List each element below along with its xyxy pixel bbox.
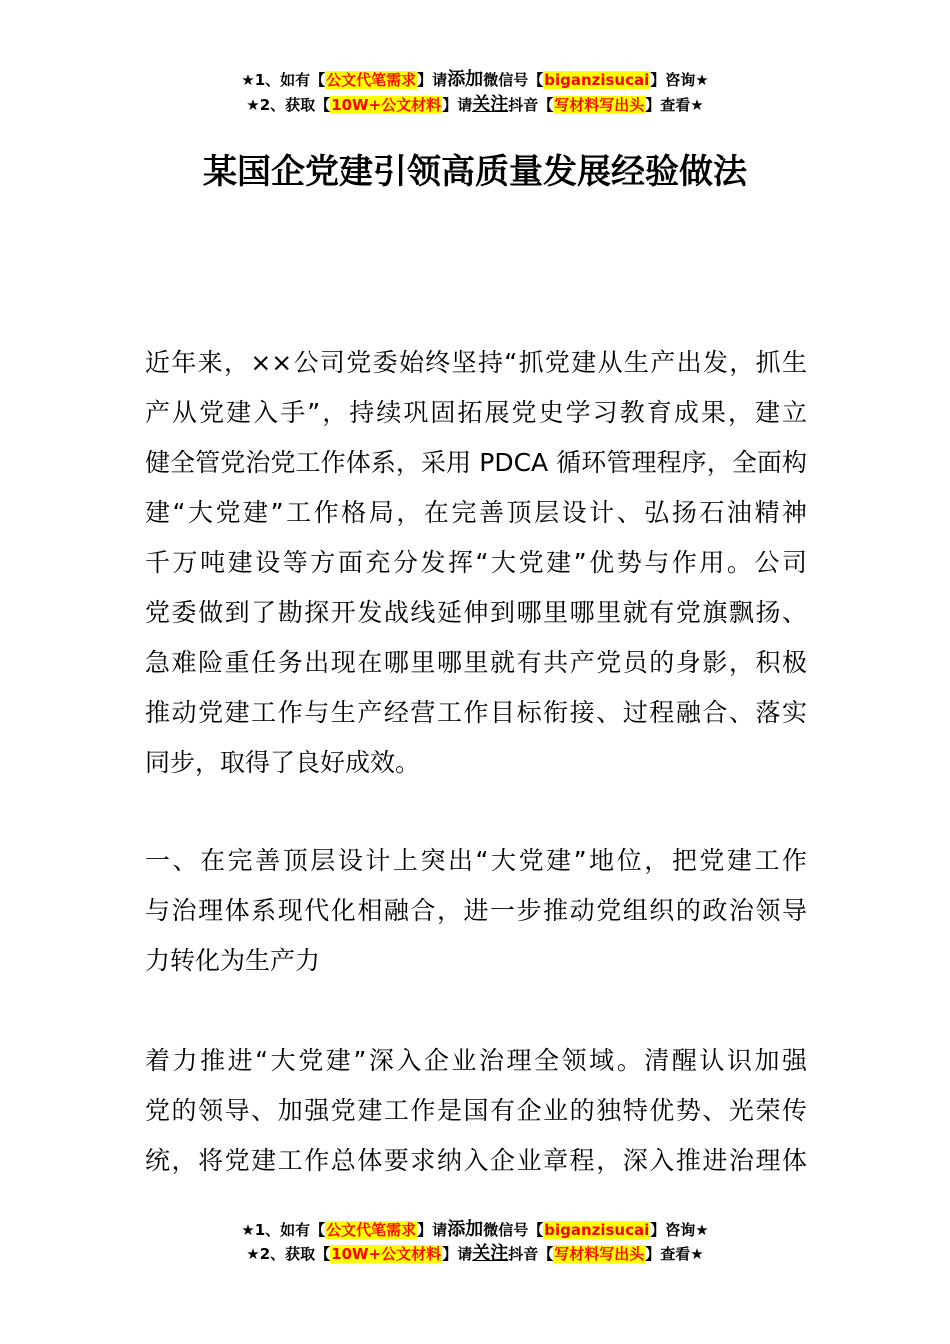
paragraph-line: 健全管党治党工作体系，采用 PDCA 循环管理程序，全面构 (145, 448, 807, 477)
ad-highlight-service: 公文代笔需求 (326, 1221, 417, 1239)
footer-ad-line-2 (0, 1243, 950, 1265)
ad-highlight-materials: 10W+公文材料 (331, 96, 442, 114)
ad-highlight-douyin-id: 写材料写出头 (554, 1245, 645, 1263)
ad-text: 微信号【 (483, 1221, 544, 1239)
ad-suffix: 】查看★ (645, 96, 704, 114)
paragraph-line: 建“大党建”工作格局，在完善顶层设计、弘扬石油精神 (145, 498, 807, 527)
ad-highlight-douyin-id: 写材料写出头 (554, 96, 645, 114)
header-ad-line-1 (0, 69, 950, 91)
ad-highlight-service: 公文代笔需求 (326, 71, 417, 89)
ad-suffix: 】查看★ (645, 1245, 704, 1263)
ad-prefix: ★2、获取【 (246, 96, 331, 114)
ad-emphasis: 关注 (472, 1243, 509, 1264)
paragraph-line: 千万吨建设等方面充分发挥“大党建”优势与作用。公司 (145, 548, 807, 577)
ad-text: 微信号【 (483, 71, 544, 89)
heading-line: 力转化为生产力 (145, 946, 321, 975)
paragraph-line: 统，将党建工作总体要求纳入企业章程，深入推进治理体 (145, 1146, 807, 1175)
ad-prefix: ★1、如有【 (241, 71, 326, 89)
paragraph-line: 推动党建工作与生产经营工作目标衔接、过程融合、落实 (145, 698, 807, 727)
ad-text: 】请 (442, 96, 473, 114)
ad-text: 抖音【 (508, 1245, 554, 1263)
ad-emphasis: 添加 (447, 1219, 484, 1240)
paragraph-line: 着力推进“大党建”深入企业治理全领域。清醒认识加强 (145, 1046, 807, 1075)
paragraph-line: 产从党建入手”，持续巩固拓展党史学习教育成果，建立 (145, 398, 807, 427)
ad-highlight-wechat-id: biganzisucai (544, 1221, 650, 1239)
ad-highlight-materials: 10W+公文材料 (331, 1245, 442, 1263)
ad-highlight-wechat-id: biganzisucai (544, 71, 650, 89)
document-title: 某国企党建引领高质量发展经验做法 (203, 152, 747, 192)
ad-suffix: 】咨询★ (650, 1221, 709, 1239)
heading-line: 一、在完善顶层设计上突出“大党建”地位，把党建工作 (145, 846, 807, 875)
paragraph-line: 同步，取得了良好成效。 (145, 748, 421, 777)
ad-emphasis: 关注 (472, 94, 509, 115)
heading-line: 与治理体系现代化相融合，进一步推动党组织的政治领导 (145, 896, 807, 925)
ad-text: 】请 (442, 1245, 473, 1263)
footer-ad-line-1 (0, 1219, 950, 1241)
paragraph-line: 近年来，××公司党委始终坚持“抓党建从生产出发，抓生 (145, 348, 807, 377)
ad-text: 抖音【 (508, 96, 554, 114)
ad-emphasis: 添加 (447, 69, 484, 90)
paragraph-line: 党委做到了勘探开发战线延伸到哪里哪里就有党旗飘扬、 (145, 598, 807, 627)
ad-text: 】请 (417, 71, 448, 89)
ad-prefix: ★1、如有【 (241, 1221, 326, 1239)
paragraph-intro (145, 338, 807, 788)
paragraph-line: 党的领导、加强党建工作是国有企业的独特优势、光荣传 (145, 1096, 807, 1125)
ad-suffix: 】咨询★ (650, 71, 709, 89)
ad-text: 】请 (417, 1221, 448, 1239)
header-ad-line-2 (0, 94, 950, 116)
paragraph-section-1 (145, 1036, 807, 1186)
paragraph-line: 急难险重任务出现在哪里哪里就有共产党员的身影，积极 (145, 648, 807, 677)
ad-prefix: ★2、获取【 (246, 1245, 331, 1263)
section-heading-1 (145, 836, 807, 986)
